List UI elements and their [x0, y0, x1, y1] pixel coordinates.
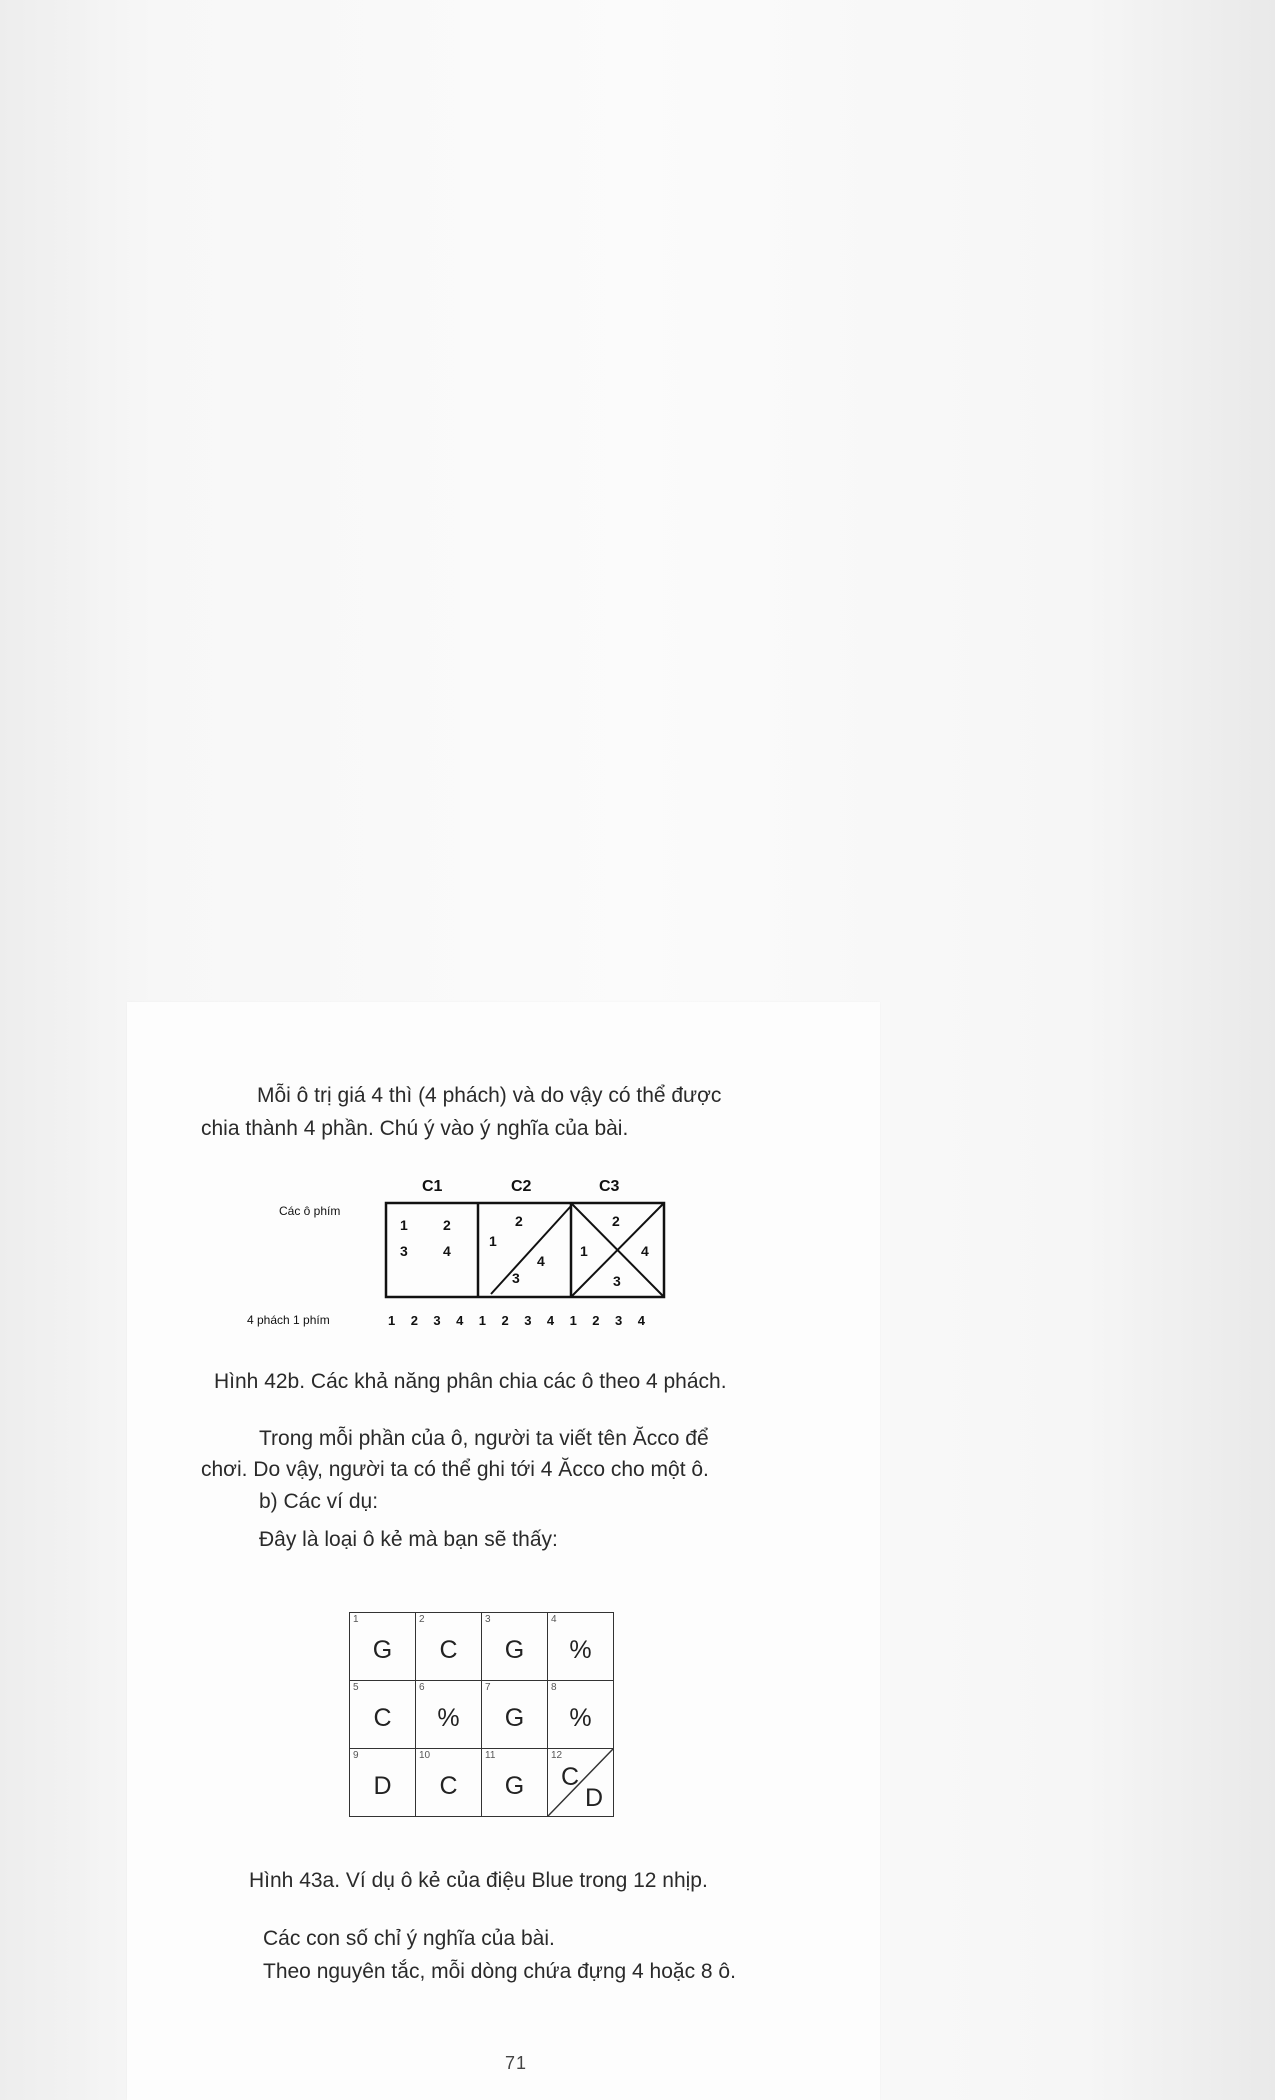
figure-43a-grid	[349, 1612, 614, 1817]
c1-digit-3: 3	[400, 1243, 408, 1259]
chord-symbol: %	[437, 1704, 460, 1732]
chord-symbol: G	[504, 1636, 525, 1664]
chord-symbol: D	[373, 1772, 392, 1800]
c3-digit-3: 3	[613, 1273, 621, 1289]
keys-frame	[386, 1203, 664, 1297]
chord-symbol: C	[439, 1772, 458, 1800]
grid-cell	[350, 1613, 416, 1681]
row-label-keys: Các ô phím	[279, 1204, 341, 1218]
cell-number: 12	[551, 1750, 563, 1761]
column-label-c1: C1	[422, 1178, 443, 1195]
cell-number: 8	[551, 1682, 557, 1693]
chord-symbol: %	[569, 1636, 592, 1664]
beat-number: 1	[388, 1313, 396, 1328]
cell-number: 3	[485, 1614, 491, 1625]
beat-number: 2	[410, 1313, 418, 1328]
beat-number: 1	[569, 1313, 577, 1328]
column-label-c2: C2	[511, 1178, 532, 1195]
c3-digit-2: 2	[612, 1213, 620, 1229]
paragraph1-line1: Mỗi ô trị giá 4 thì (4 phách) và do vậy có thể được	[257, 1084, 722, 1107]
beat-number: 1	[478, 1313, 487, 1328]
c2-digit-1: 1	[489, 1233, 497, 1249]
closing-line1: Các con số chỉ ý nghĩa của bài.	[263, 1927, 555, 1950]
beat-number: 3	[433, 1313, 441, 1328]
c1-digit-2: 2	[443, 1217, 451, 1233]
grid-cell	[482, 1613, 548, 1681]
grid-cell	[482, 1681, 548, 1749]
diagonal-c2	[491, 1206, 571, 1294]
grid-cell-split	[548, 1749, 614, 1817]
figure-43a-caption: Hình 43a. Ví dụ ô kẻ của điệu Blue trong 12 nhịp.	[249, 1869, 708, 1892]
beat-number: 4	[456, 1313, 464, 1328]
grid-cell	[548, 1681, 614, 1749]
c3-digit-4: 4	[641, 1243, 649, 1259]
page-number: 71	[505, 2053, 528, 2073]
paragraph2-line1: Trong mỗi phần của ô, người ta viết tên Ăcco để	[259, 1427, 709, 1450]
cell-number: 10	[419, 1750, 431, 1761]
grid-cell	[416, 1681, 482, 1749]
grid-cell	[482, 1749, 548, 1817]
grid-cell	[548, 1613, 614, 1681]
row-label-beats: 4 phách 1 phím	[247, 1313, 330, 1327]
chord-symbol: G	[504, 1772, 525, 1800]
beat-number: 4	[637, 1313, 645, 1328]
cell-number: 6	[419, 1682, 425, 1693]
beat-number: 2	[592, 1313, 600, 1328]
cell-number: 5	[353, 1682, 359, 1693]
chord-symbol: C	[373, 1704, 392, 1732]
c2-digit-3: 3	[512, 1270, 520, 1286]
cell-number: 1	[353, 1614, 359, 1625]
figure-42b	[243, 1168, 683, 1338]
grid-cell	[416, 1613, 482, 1681]
c3-digit-1: 1	[580, 1243, 588, 1259]
intro-line: Đây là loại ô kẻ mà bạn sẽ thấy:	[259, 1528, 558, 1551]
cell-number: 2	[419, 1614, 425, 1625]
grid-cell	[416, 1749, 482, 1817]
paragraph2-line2: chơi. Do vậy, người ta có thể ghi tới 4 Ăcco cho một ô.	[201, 1458, 709, 1481]
c1-digit-4: 4	[443, 1243, 451, 1259]
chord-symbol: G	[372, 1636, 393, 1664]
chord-symbol: G	[504, 1704, 525, 1732]
column-label-c3: C3	[599, 1178, 620, 1195]
c2-digit-2: 2	[515, 1213, 523, 1229]
c2-digit-4: 4	[537, 1253, 545, 1269]
c1-digit-1: 1	[400, 1217, 408, 1233]
paragraph1-line2: chia thành 4 phần. Chú ý vào ý nghĩa của bài.	[201, 1117, 629, 1140]
beat-number: 3	[615, 1313, 623, 1328]
section-b-heading: b) Các ví dụ:	[259, 1490, 379, 1513]
chord-symbol-bottom: D	[585, 1784, 604, 1812]
beat-number: 3	[524, 1313, 532, 1328]
closing-line2: Theo nguyên tắc, mỗi dòng chứa đựng 4 hoặc 8 ô.	[263, 1960, 736, 1983]
cell-number: 4	[551, 1614, 557, 1625]
grid-cell	[350, 1749, 416, 1817]
chord-symbol-top: C	[561, 1763, 580, 1791]
cell-number: 11	[485, 1750, 496, 1761]
chord-symbol: C	[439, 1636, 458, 1664]
grid-cell	[350, 1681, 416, 1749]
cell-number: 7	[485, 1682, 491, 1693]
chord-symbol: %	[569, 1704, 592, 1732]
beat-number-row	[388, 1313, 646, 1328]
beat-number: 4	[546, 1313, 555, 1328]
cell-number: 9	[353, 1750, 359, 1761]
beat-number: 2	[501, 1313, 509, 1328]
figure-42b-caption: Hình 42b. Các khả năng phân chia các ô theo 4 phách.	[214, 1370, 727, 1393]
